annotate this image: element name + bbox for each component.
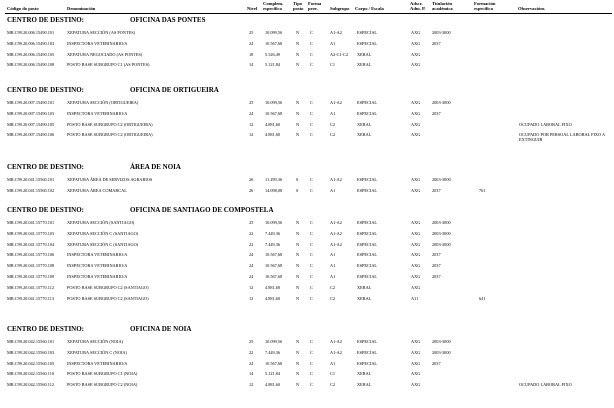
subgrupo-cell: A1-A2 [330, 100, 342, 105]
complemento-cell: 4.881,60 [265, 382, 281, 388]
observacions-cell: OCUPADO LABORAL FIXO [519, 382, 572, 388]
forma-cell: C [310, 40, 313, 46]
forma-cell: C [310, 220, 313, 225]
corpo-cell: ESPECIAL [357, 100, 378, 105]
complemento-cell: 7.449,36 [265, 241, 281, 247]
subgrupo-cell: C2 [330, 284, 336, 290]
header-formacion: Formación específica [474, 1, 496, 11]
corpo-cell: XERAL [357, 51, 372, 57]
subgrupo-cell: C2 [330, 295, 336, 301]
forma-cell: C [310, 51, 313, 57]
header-forma: Forma prov. [308, 1, 322, 11]
denominacion-cell: XEFATURA SECCIÓN C (SANTIAGO) [67, 241, 139, 247]
code-cell: MR.C99.20.041.15560.101 [7, 177, 55, 182]
nivel-cell: 25 [249, 339, 254, 344]
adscr-cell: A11 [411, 295, 419, 301]
header-titulacion: Titulación académica [432, 1, 453, 11]
tipo-cell: N [296, 274, 300, 279]
code-cell: MR.C99.20.006.15490.101 [7, 30, 55, 35]
tipo-cell: S [296, 177, 299, 182]
forma-cell: C [310, 263, 313, 269]
complemento-cell: 10.567,68 [265, 274, 283, 279]
tipo-cell: N [296, 263, 300, 269]
corpo-cell: XERAL [357, 132, 372, 138]
denominacion-cell: XEFATURA SECCIÓN (NOIA) [67, 339, 124, 344]
subgrupo-cell: A1 [330, 110, 336, 116]
denominacion-cell: INSPECTORA VETERINARIO/A [67, 360, 128, 366]
titulacion-cell: 2037 [432, 252, 441, 258]
nivel-cell: 24 [249, 252, 254, 258]
tipo-cell: N [296, 360, 300, 366]
tipo-cell: N [296, 382, 300, 388]
denominacion-cell: XEFATURA NEGOCIADO (AS PONTES) [67, 51, 143, 57]
code-cell: MR.C99.20.041.15770.106 [7, 252, 55, 258]
adscr-cell: AXG [411, 30, 421, 35]
adscr-cell: AXG [411, 187, 421, 193]
forma-cell: C [310, 295, 313, 301]
tipo-cell: N [296, 252, 300, 258]
titulacion-cell: 2003-3000 [432, 339, 451, 344]
denominacion-cell: INSPECTORA VETERINARIO/A [67, 110, 128, 116]
code-cell: MR.C99.20.041.15770.109 [7, 274, 55, 279]
corpo-cell: ESPECIAL [357, 349, 378, 355]
denominacion-cell: INSPECTORA VETERINARIO/A [67, 40, 128, 46]
adscr-cell: AXG [411, 121, 421, 127]
code-cell: MR.C99.20.006.15490.108 [7, 62, 55, 68]
forma-cell: C [310, 360, 313, 366]
adscr-cell: AXG [411, 177, 421, 182]
corpo-cell: XERAL [357, 62, 372, 68]
tipo-cell: N [296, 40, 300, 46]
nivel-cell: 18 [249, 51, 254, 57]
nivel-cell: 14 [249, 371, 254, 377]
adscr-cell: AXG [411, 110, 421, 116]
titulacion-cell: 2037 [432, 274, 441, 279]
header-adscr: Adscr. Adm. P. [410, 1, 426, 11]
complemento-cell: 10.099,56 [265, 339, 283, 344]
subgrupo-cell: A1-A2 [330, 349, 342, 355]
code-cell: MR.C99.20.006.15490.103 [7, 40, 55, 46]
header-subgrupo: Subgrupo [330, 6, 350, 11]
nivel-cell: 12 [249, 382, 254, 388]
code-cell: MR.C99.20.007.15490.103 [7, 110, 55, 116]
tipo-cell: N [296, 51, 300, 57]
denominacion-cell: XEFATURA ÁREA DE SERVIZOS AGRARIOS [67, 177, 153, 182]
forma-cell: C [310, 187, 313, 193]
code-cell: MR.C99.20.042.15560.103 [7, 349, 55, 355]
complemento-cell: 10.099,56 [265, 100, 283, 105]
titulacion-cell: 2003-3000 [432, 349, 451, 355]
tipo-cell: N [296, 295, 300, 301]
forma-cell: C [310, 121, 313, 127]
subgrupo-cell: A1-A2 [330, 230, 342, 236]
nivel-cell: 12 [249, 284, 254, 290]
forma-cell: C [310, 62, 313, 68]
tipo-cell: N [296, 220, 300, 225]
tipo-cell: S [296, 187, 299, 193]
nivel-cell: 26 [249, 177, 254, 182]
complemento-cell: 4.881,60 [265, 121, 281, 127]
code-cell: MR.C99.20.041.15770.108 [7, 263, 55, 269]
denominacion-cell: POSTO BASE SUBGRUPO C1 (AS PONTES) [67, 62, 150, 68]
code-cell: MR.C99.20.006.15490.105 [7, 51, 55, 57]
corpo-cell: ESPECIAL [357, 339, 378, 344]
tipo-cell: N [296, 230, 300, 236]
forma-cell: C [310, 132, 313, 138]
subgrupo-cell: A1-A2 [330, 220, 342, 225]
denominacion-cell: INSPECTORA VETERINARIO/A [67, 263, 128, 269]
subgrupo-cell: C2 [330, 132, 336, 138]
header-rule [5, 13, 612, 14]
complemento-cell: 4.881,60 [265, 295, 281, 301]
titulacion-cell: 2003-3000 [432, 241, 451, 247]
complemento-cell: 5.526,49 [265, 51, 281, 57]
corpo-cell: ESPECIAL [357, 241, 378, 247]
complemento-cell: 10.567,68 [265, 252, 283, 258]
adscr-cell: AXG [411, 62, 421, 68]
forma-cell: C [310, 284, 313, 290]
adscr-cell: AXG [411, 252, 421, 258]
tipo-cell: N [296, 30, 300, 35]
adscr-cell: AXG [411, 100, 421, 105]
forma-cell: C [310, 371, 313, 377]
code-cell: MR.C99.20.041.15770.101 [7, 220, 55, 225]
formacion-cell: 641 [479, 295, 486, 301]
nivel-cell: 24 [249, 263, 254, 269]
denominacion-cell: POSTO BASE SUBGRUPO C2 (ORTIGUEIRA) [67, 132, 153, 138]
complemento-cell: 10.567,68 [265, 40, 283, 46]
code-cell: MR.C99.20.041.15770.112 [7, 284, 54, 290]
nivel-cell: 22 [249, 230, 254, 236]
code-cell: MR.C99.20.042.15560.112 [7, 382, 54, 388]
titulacion-cell: 2037 [432, 110, 441, 116]
header-corpo: Corpo / Escala [355, 6, 384, 11]
nivel-cell: 25 [249, 100, 254, 105]
adscr-cell: AXG [411, 263, 421, 269]
corpo-cell: XERAL [357, 284, 372, 290]
code-cell: MR.C99.20.042.15560.105 [7, 360, 55, 366]
section-label: CENTRO DE DESTINO: [7, 86, 85, 94]
complemento-cell: 10.567,68 [265, 110, 283, 116]
tipo-cell: N [296, 339, 300, 344]
subgrupo-cell: A1 [330, 274, 336, 279]
titulacion-cell: 2037 [432, 40, 441, 46]
corpo-cell: XERAL [357, 371, 372, 377]
forma-cell: C [310, 110, 313, 116]
nivel-cell: 14 [249, 62, 254, 68]
nivel-cell: 25 [249, 30, 254, 35]
code-cell: MR.C99.20.041.15770.103 [7, 230, 55, 236]
subgrupo-cell: A1-A2 [330, 339, 342, 344]
adscr-cell: AXG [411, 284, 421, 290]
complemento-cell: 7.449,36 [265, 230, 281, 236]
nivel-cell: 26 [249, 187, 254, 193]
code-cell: MR.C99.20.041.15770.113 [7, 295, 54, 301]
complemento-cell: 10.567,68 [265, 360, 283, 366]
complemento-cell: 4.881,60 [265, 284, 281, 290]
subgrupo-cell: A1 [330, 40, 336, 46]
denominacion-cell: XEFATURA SECCIÓN (SANTIAGO) [67, 220, 135, 225]
tipo-cell: N [296, 284, 300, 290]
tipo-cell: N [296, 62, 300, 68]
titulacion-cell: 2003-3000 [432, 220, 451, 225]
titulacion-cell: 2037 [432, 360, 441, 366]
corpo-cell: ESPECIAL [357, 230, 378, 236]
denominacion-cell: XEFATURA SECCIÓN (ORTIGUEIRA) [67, 100, 139, 105]
adscr-cell: AXG [411, 274, 421, 279]
subgrupo-cell: A2-C1-C2 [330, 51, 349, 57]
header-codigo: Código do posto [7, 6, 39, 11]
complemento-cell: 4.881,60 [265, 132, 281, 138]
complemento-cell: 7.449,36 [265, 349, 281, 355]
section-name: ÁREA DE NOIA [130, 163, 181, 171]
denominacion-cell: XEFATURA SECCIÓN C (NOIA) [67, 349, 127, 355]
forma-cell: C [310, 177, 313, 182]
adscr-cell: AXG [411, 339, 421, 344]
adscr-cell: AXG [411, 230, 421, 236]
denominacion-cell: INSPECTORA VETERINARIO/A [67, 252, 128, 258]
nivel-cell: 24 [249, 40, 254, 46]
denominacion-cell: POSTO BASE SUBGRUPO C2 (NOIA) [67, 382, 138, 388]
adscr-cell: AXG [411, 132, 421, 138]
subgrupo-cell: A1 [330, 263, 336, 269]
adscr-cell: AXG [411, 360, 421, 366]
adscr-cell: AXG [411, 51, 421, 57]
formacion-cell: 761 [479, 187, 486, 193]
corpo-cell: ESPECIAL [357, 177, 378, 182]
nivel-cell: 22 [249, 349, 254, 355]
titulacion-cell: 2003-3000 [432, 30, 451, 35]
header-denominacion: Denominación [67, 6, 96, 11]
corpo-cell: ESPECIAL [357, 360, 378, 366]
section-name: OFICINA DAS PONTES [130, 16, 206, 24]
subgrupo-cell: C1 [330, 62, 336, 68]
section-name: OFICINA DE ORTIGUEIRA [130, 86, 219, 94]
adscr-cell: AXG [411, 382, 421, 388]
subgrupo-cell: A1-A2 [330, 177, 342, 182]
forma-cell: C [310, 349, 313, 355]
corpo-cell: ESPECIAL [357, 274, 378, 279]
complemento-cell: 5.121,84 [265, 371, 281, 377]
denominacion-cell: POSTO BASE SUBGRUPO C2 (ORTIGUEIRA) [67, 121, 153, 127]
subgrupo-cell: A1-A2 [330, 241, 342, 247]
section-label: CENTRO DE DESTINO: [7, 206, 85, 214]
code-cell: MR.C99.20.042.15560.110 [7, 371, 54, 377]
complemento-cell: 10.099,56 [265, 30, 283, 35]
header-nivel: Nivel [247, 6, 258, 11]
forma-cell: C [310, 100, 313, 105]
adscr-cell: AXG [411, 40, 421, 46]
forma-cell: C [310, 252, 313, 258]
nivel-cell: 24 [249, 360, 254, 366]
titulacion-cell: 2037 [432, 263, 441, 269]
forma-cell: C [310, 241, 313, 247]
code-cell: MR.C99.20.041.15560.102 [7, 187, 55, 193]
subgrupo-cell: C2 [330, 121, 336, 127]
observacions-cell: OCUPADO POR PERSOAL LABORAL FIXO A EXTINGUIR [519, 132, 605, 143]
nivel-cell: 12 [249, 132, 254, 138]
adscr-cell: AXG [411, 349, 421, 355]
tipo-cell: N [296, 100, 300, 105]
titulacion-cell: 2003-3000 [432, 100, 451, 105]
corpo-cell: ESPECIAL [357, 40, 378, 46]
titulacion-cell: 2037 [432, 187, 441, 193]
denominacion-cell: INSPECTORA VETERINARIO/A [67, 274, 128, 279]
adscr-cell: AXG [411, 371, 421, 377]
forma-cell: C [310, 382, 313, 388]
corpo-cell: ESPECIAL [357, 30, 378, 35]
titulacion-cell: 2003-3000 [432, 177, 451, 182]
corpo-cell: ESPECIAL [357, 252, 378, 258]
titulacion-cell: 2003-3000 [432, 230, 451, 236]
section-name: OFICINA DE NOIA [130, 325, 192, 333]
complemento-cell: 10.567,68 [265, 263, 283, 269]
corpo-cell: ESPECIAL [357, 220, 378, 225]
tipo-cell: N [296, 110, 300, 116]
code-cell: MR.C99.20.042.15560.101 [7, 339, 55, 344]
tipo-cell: N [296, 349, 300, 355]
nivel-cell: 12 [249, 295, 254, 301]
code-cell: MR.C99.20.041.15770.104 [7, 241, 55, 247]
denominacion-cell: POSTO BASE SUBGRUPO C2 (SANTIAGO) [67, 295, 149, 301]
section-label: CENTRO DE DESTINO: [7, 325, 85, 333]
corpo-cell: ESPECIAL [357, 110, 378, 116]
tipo-cell: N [296, 132, 300, 138]
section-label: CENTRO DE DESTINO: [7, 16, 85, 24]
section-name: OFICINA DE SANTIAGO DE COMPOSTELA [130, 206, 274, 214]
corpo-cell: XERAL [357, 295, 372, 301]
header-observacions: Observacións [518, 6, 545, 11]
subgrupo-cell: A1 [330, 187, 336, 193]
nivel-cell: 24 [249, 274, 254, 279]
code-cell: MR.C99.20.007.15490.105 [7, 121, 55, 127]
corpo-cell: ESPECIAL [357, 263, 378, 269]
forma-cell: C [310, 30, 313, 35]
nivel-cell: 25 [249, 220, 254, 225]
nivel-cell: 22 [249, 241, 254, 247]
header-tipo: Tipo posto [293, 1, 304, 11]
forma-cell: C [310, 339, 313, 344]
denominacion-cell: XEFATURA SECCIÓN C (SANTIAGO) [67, 230, 139, 236]
forma-cell: C [310, 274, 313, 279]
denominacion-cell: POSTO BASE SUBGRUPO C1 (NOIA) [67, 371, 138, 377]
denominacion-cell: POSTO BASE SUBGRUPO C2 (SANTIAGO) [67, 284, 149, 290]
corpo-cell: XERAL [357, 382, 372, 388]
observacions-cell: OCUPADO LABORAL FIXO [519, 121, 572, 127]
forma-cell: C [310, 230, 313, 236]
denominacion-cell: XEFATURA SECCIÓN (AS PONTES) [67, 30, 136, 35]
complemento-cell: 11.299,36 [265, 177, 283, 182]
complemento-cell: 5.121,84 [265, 62, 281, 68]
subgrupo-cell: C2 [330, 382, 336, 388]
code-cell: MR.C99.20.007.15490.106 [7, 132, 55, 138]
denominacion-cell: XEFATURA ÁREA COMARCAL [67, 187, 127, 193]
section-label: CENTRO DE DESTINO: [7, 163, 85, 171]
subgrupo-cell: A1 [330, 360, 336, 366]
tipo-cell: N [296, 241, 300, 247]
nivel-cell: 12 [249, 121, 254, 127]
nivel-cell: 24 [249, 110, 254, 116]
header-complemento: Complem. específico [263, 1, 284, 11]
subgrupo-cell: C1 [330, 371, 336, 377]
tipo-cell: N [296, 371, 300, 377]
adscr-cell: AXG [411, 241, 421, 247]
subgrupo-cell: A1-A2 [330, 30, 342, 35]
complemento-cell: 10.099,56 [265, 220, 283, 225]
corpo-cell: ESPECIAL [357, 187, 378, 193]
tipo-cell: N [296, 121, 300, 127]
subgrupo-cell: A1 [330, 252, 336, 258]
code-cell: MR.C99.20.007.15490.101 [7, 100, 55, 105]
adscr-cell: AXG [411, 220, 421, 225]
corpo-cell: XERAL [357, 121, 372, 127]
complemento-cell: 14.098,08 [265, 187, 283, 193]
